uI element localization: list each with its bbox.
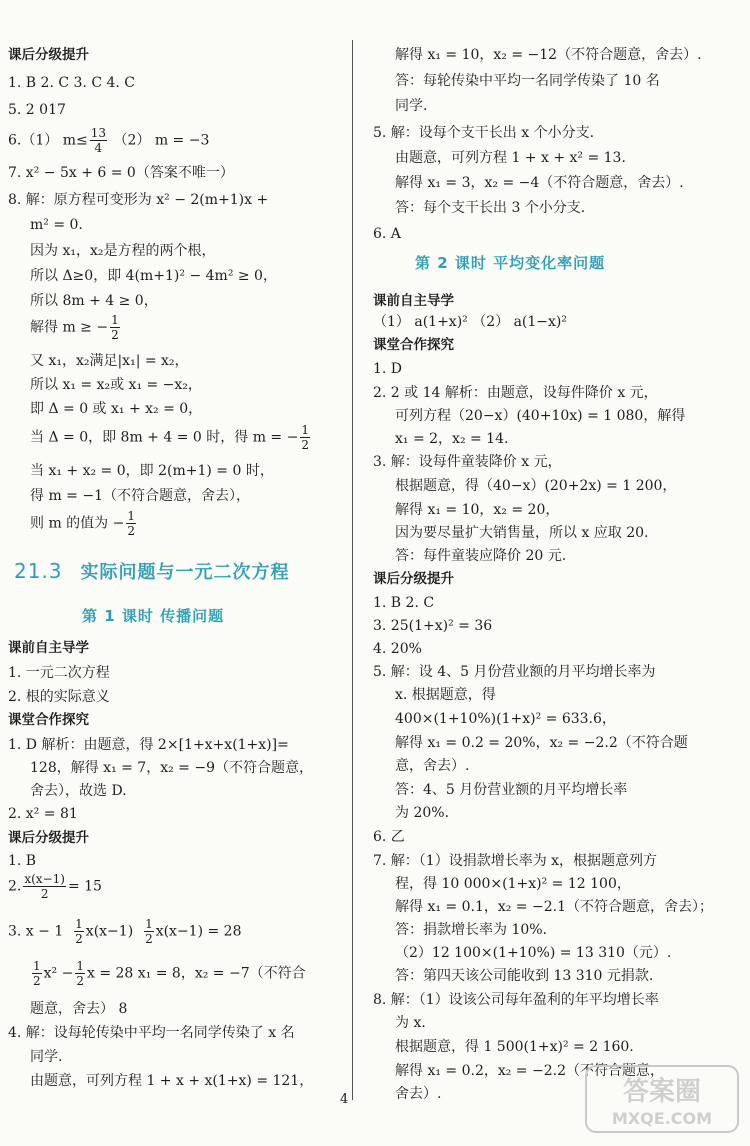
answer-line: 1. D	[373, 361, 403, 377]
fraction: $\frac{x(x-1)}{2}$	[24, 872, 65, 901]
answer-line: 解得 x₁ = 10，x₂ = −12（不符合题意，舍去）.	[395, 47, 702, 63]
answer-line: （2）12 100×(1+10%) = 13 310（元）.	[395, 945, 672, 961]
section-heading: 课前自主导学	[8, 640, 89, 656]
answer-line: 3. 解：设每件童装降价 x 元，	[373, 454, 562, 470]
answer-line-fraction: 则 m 的值为 − $\frac{1}{2}$	[30, 509, 135, 538]
watermark-url: MXQE.COM	[611, 1109, 713, 1128]
watermark-logo	[582, 1060, 742, 1138]
answer-line: 得 m = −1（不符合题意，舍去），	[30, 488, 250, 504]
answer-line: 题意，舍去） 8	[30, 1001, 128, 1017]
answer-line: 1. D 解析：由题意，得 2×[1+x+x(1+x)]=	[8, 737, 289, 753]
section-heading: 课堂合作探究	[8, 712, 89, 728]
answer-line: 同学.	[395, 98, 428, 114]
answer-line: 答：4、5 月份营业额的月平均增长率	[395, 782, 628, 798]
answer-line: 又 x₁，x₂满足|x₁| = x₂，	[30, 353, 189, 369]
fraction: $\frac{13}{4}$	[90, 126, 107, 155]
answer-line: 1. B	[8, 853, 37, 869]
answer-line: 8. 解：原方程可变形为 x² − 2(m+1)x +	[8, 192, 269, 208]
answer-line-fraction: 解得 m ≥ − $\frac{1}{2}$	[30, 313, 119, 342]
answer-line: 可列方程（20−x）(40+10x) = 1 080，解得	[395, 408, 686, 424]
answer-line: 当 x₁ + x₂ = 0，即 2(m+1) = 0 时，	[30, 463, 274, 479]
fraction: $\frac{1}{2}$	[127, 509, 135, 538]
answer-line: x. 根据题意，得	[395, 687, 496, 703]
answer-line: 根据题意，得（40−x）(20+2x) = 1 200，	[395, 478, 677, 494]
fraction: $\frac{1}{2}$	[75, 917, 83, 946]
watermark-glyph: 答案圈	[622, 1077, 702, 1107]
answer-line: 解得 x₁ = 0.1，x₂ = −2.1（不符合题意，舍去）；	[395, 899, 713, 915]
answer-line: 7. x² − 5x + 6 = 0（答案不唯一）	[8, 165, 234, 181]
answer-line-fraction: 6.（1） m≤ $\frac{13}{4}$ （2） m = −3	[8, 126, 210, 155]
fraction: $\frac{1}{2}$	[111, 313, 119, 342]
answer-line: 8. 解：（1）设该公司每年盈利的年平均增长率	[373, 992, 659, 1008]
answer-line: 由题意，可列方程 1 + x + x² = 13.	[395, 150, 626, 166]
section-heading: 课后分级提升	[8, 47, 89, 63]
lesson-title: 第 1 课时 传播问题	[82, 607, 225, 625]
answer-line: 舍去），故选 D.	[30, 783, 127, 799]
fraction: $\frac{1}{2}$	[33, 959, 41, 988]
answer-line: 1. B 2. C 3. C 4. C	[8, 75, 136, 91]
column-divider	[352, 40, 353, 1100]
answer-line: 7. 解：（1）设捐款增长率为 x，根据题意列方	[373, 853, 658, 869]
answer-line: 1. 一元二次方程	[8, 665, 110, 681]
answer-line: 4. 20%	[373, 641, 422, 657]
answer-line: 解得 x₁ = 0.2 = 20%，x₂ = −2.2（不符合题	[395, 735, 688, 751]
lesson-title: 第 2 课时 平均变化率问题	[415, 254, 606, 272]
answer-line: 所以 x₁ = x₂或 x₁ = −x₂，	[30, 377, 202, 393]
answer-line: 舍去）.	[395, 1086, 442, 1102]
section-heading: 课堂合作探究	[373, 337, 454, 353]
answer-line: 5. 解：设 4、5 月份营业额的月平均增长率为	[373, 664, 656, 680]
answer-line: 答：捐款增长率为 10%.	[395, 922, 548, 938]
answer-line: 3. 25(1+x)² = 36	[373, 618, 493, 634]
answer-line: 解得 x₁ = 0.2，x₂ = −2.2（不符合题意，	[395, 1063, 664, 1079]
section-heading: 课后分级提升	[373, 571, 454, 587]
answer-line: 6. A	[373, 226, 401, 242]
answer-line: 2. 根的实际意义	[8, 689, 110, 705]
answer-line: 1. B 2. C	[373, 595, 435, 611]
answer-line: 2. 2 或 14 解析：由题意，设每件降价 x 元，	[373, 385, 658, 401]
answer-line: 4. 解：设每轮传染中平均一名同学传染了 x 名	[8, 1025, 295, 1041]
answer-line: 所以 8m + 4 ≥ 0，	[30, 293, 158, 309]
answer-line: x₁ = 2，x₂ = 14.	[395, 431, 509, 447]
answer-line: 5. 解：设每个支干长出 x 个小分支.	[373, 125, 595, 141]
answer-line: 因为 x₁，x₂是方程的两个根，	[30, 243, 216, 259]
answer-line: m² = 0.	[30, 217, 83, 233]
answer-line: 所以 Δ≥0，即 4(m+1)² − 4m² ≥ 0，	[30, 268, 277, 284]
answer-line: 答：每个支干长出 3 个小分支.	[395, 200, 586, 216]
answer-line: 因为要尽量扩大销售量，所以 x 应取 20.	[395, 525, 649, 541]
chapter-title: 21.3 实际问题与一元二次方程	[14, 559, 290, 583]
answer-line-fraction: 当 Δ = 0，即 8m + 4 = 0 时，得 m = − $\frac{1}{2}$	[30, 423, 309, 452]
fraction: $\frac{1}{2}$	[301, 423, 309, 452]
answer-line-fraction: 2. $\frac{x(x-1)}{2}$ = 15	[8, 872, 102, 901]
answer-line: 由题意，可列方程 1 + x + x(1+x) = 121，	[30, 1073, 314, 1089]
answer-line: 为 20%.	[395, 805, 450, 821]
answer-line: 解得 x₁ = 10，x₂ = 20，	[395, 502, 560, 518]
answer-line-fraction: $\frac{1}{2}$ x² − $\frac{1}{2}$ x = 28 x₁ = 8，x₂ = −7（不符合	[33, 959, 306, 988]
answer-line: 根据题意，得 1 500(1+x)² = 2 160.	[395, 1039, 634, 1055]
answer-line: 6. 乙	[373, 829, 405, 845]
answer-line: 即 Δ = 0 或 x₁ + x₂ = 0，	[30, 401, 203, 417]
answer-line: 答：第四天该公司能收到 13 310 元捐款.	[395, 968, 654, 984]
answer-line: （1） a(1+x)² （2） a(1−x)²	[373, 314, 567, 330]
answer-line: 128，解得 x₁ = 7，x₂ = −9（不符合题意，	[30, 760, 313, 776]
section-heading: 课后分级提升	[8, 830, 89, 846]
answer-line: 程，得 10 000×(1+x)² = 12 100，	[395, 876, 631, 892]
answer-line: 同学.	[30, 1049, 63, 1065]
section-heading: 课前自主导学	[373, 293, 454, 309]
fraction: $\frac{1}{2}$	[145, 917, 153, 946]
answer-line: 2. x² = 81	[8, 806, 78, 822]
answer-line: 答：每件童装应降价 20 元.	[395, 548, 567, 564]
answer-line: 解得 x₁ = 3，x₂ = −4（不符合题意，舍去）.	[395, 175, 684, 191]
answer-line: 意，舍去）.	[395, 758, 470, 774]
page-number: 4	[340, 1092, 349, 1107]
answer-line: 答：每轮传染中平均一名同学传染了 10 名	[395, 73, 660, 89]
answer-line: 5. 2 017	[8, 102, 66, 118]
answer-line: 400×(1+10%)(1+x)² = 633.6，	[395, 711, 616, 727]
fraction: $\frac{1}{2}$	[76, 959, 84, 988]
answer-line-fraction: 3. x − 1 $\frac{1}{2}$ x(x−1) $\frac{1}{2}$ x(x−1) = 28	[8, 917, 242, 946]
answer-line: 为 x.	[395, 1015, 426, 1031]
